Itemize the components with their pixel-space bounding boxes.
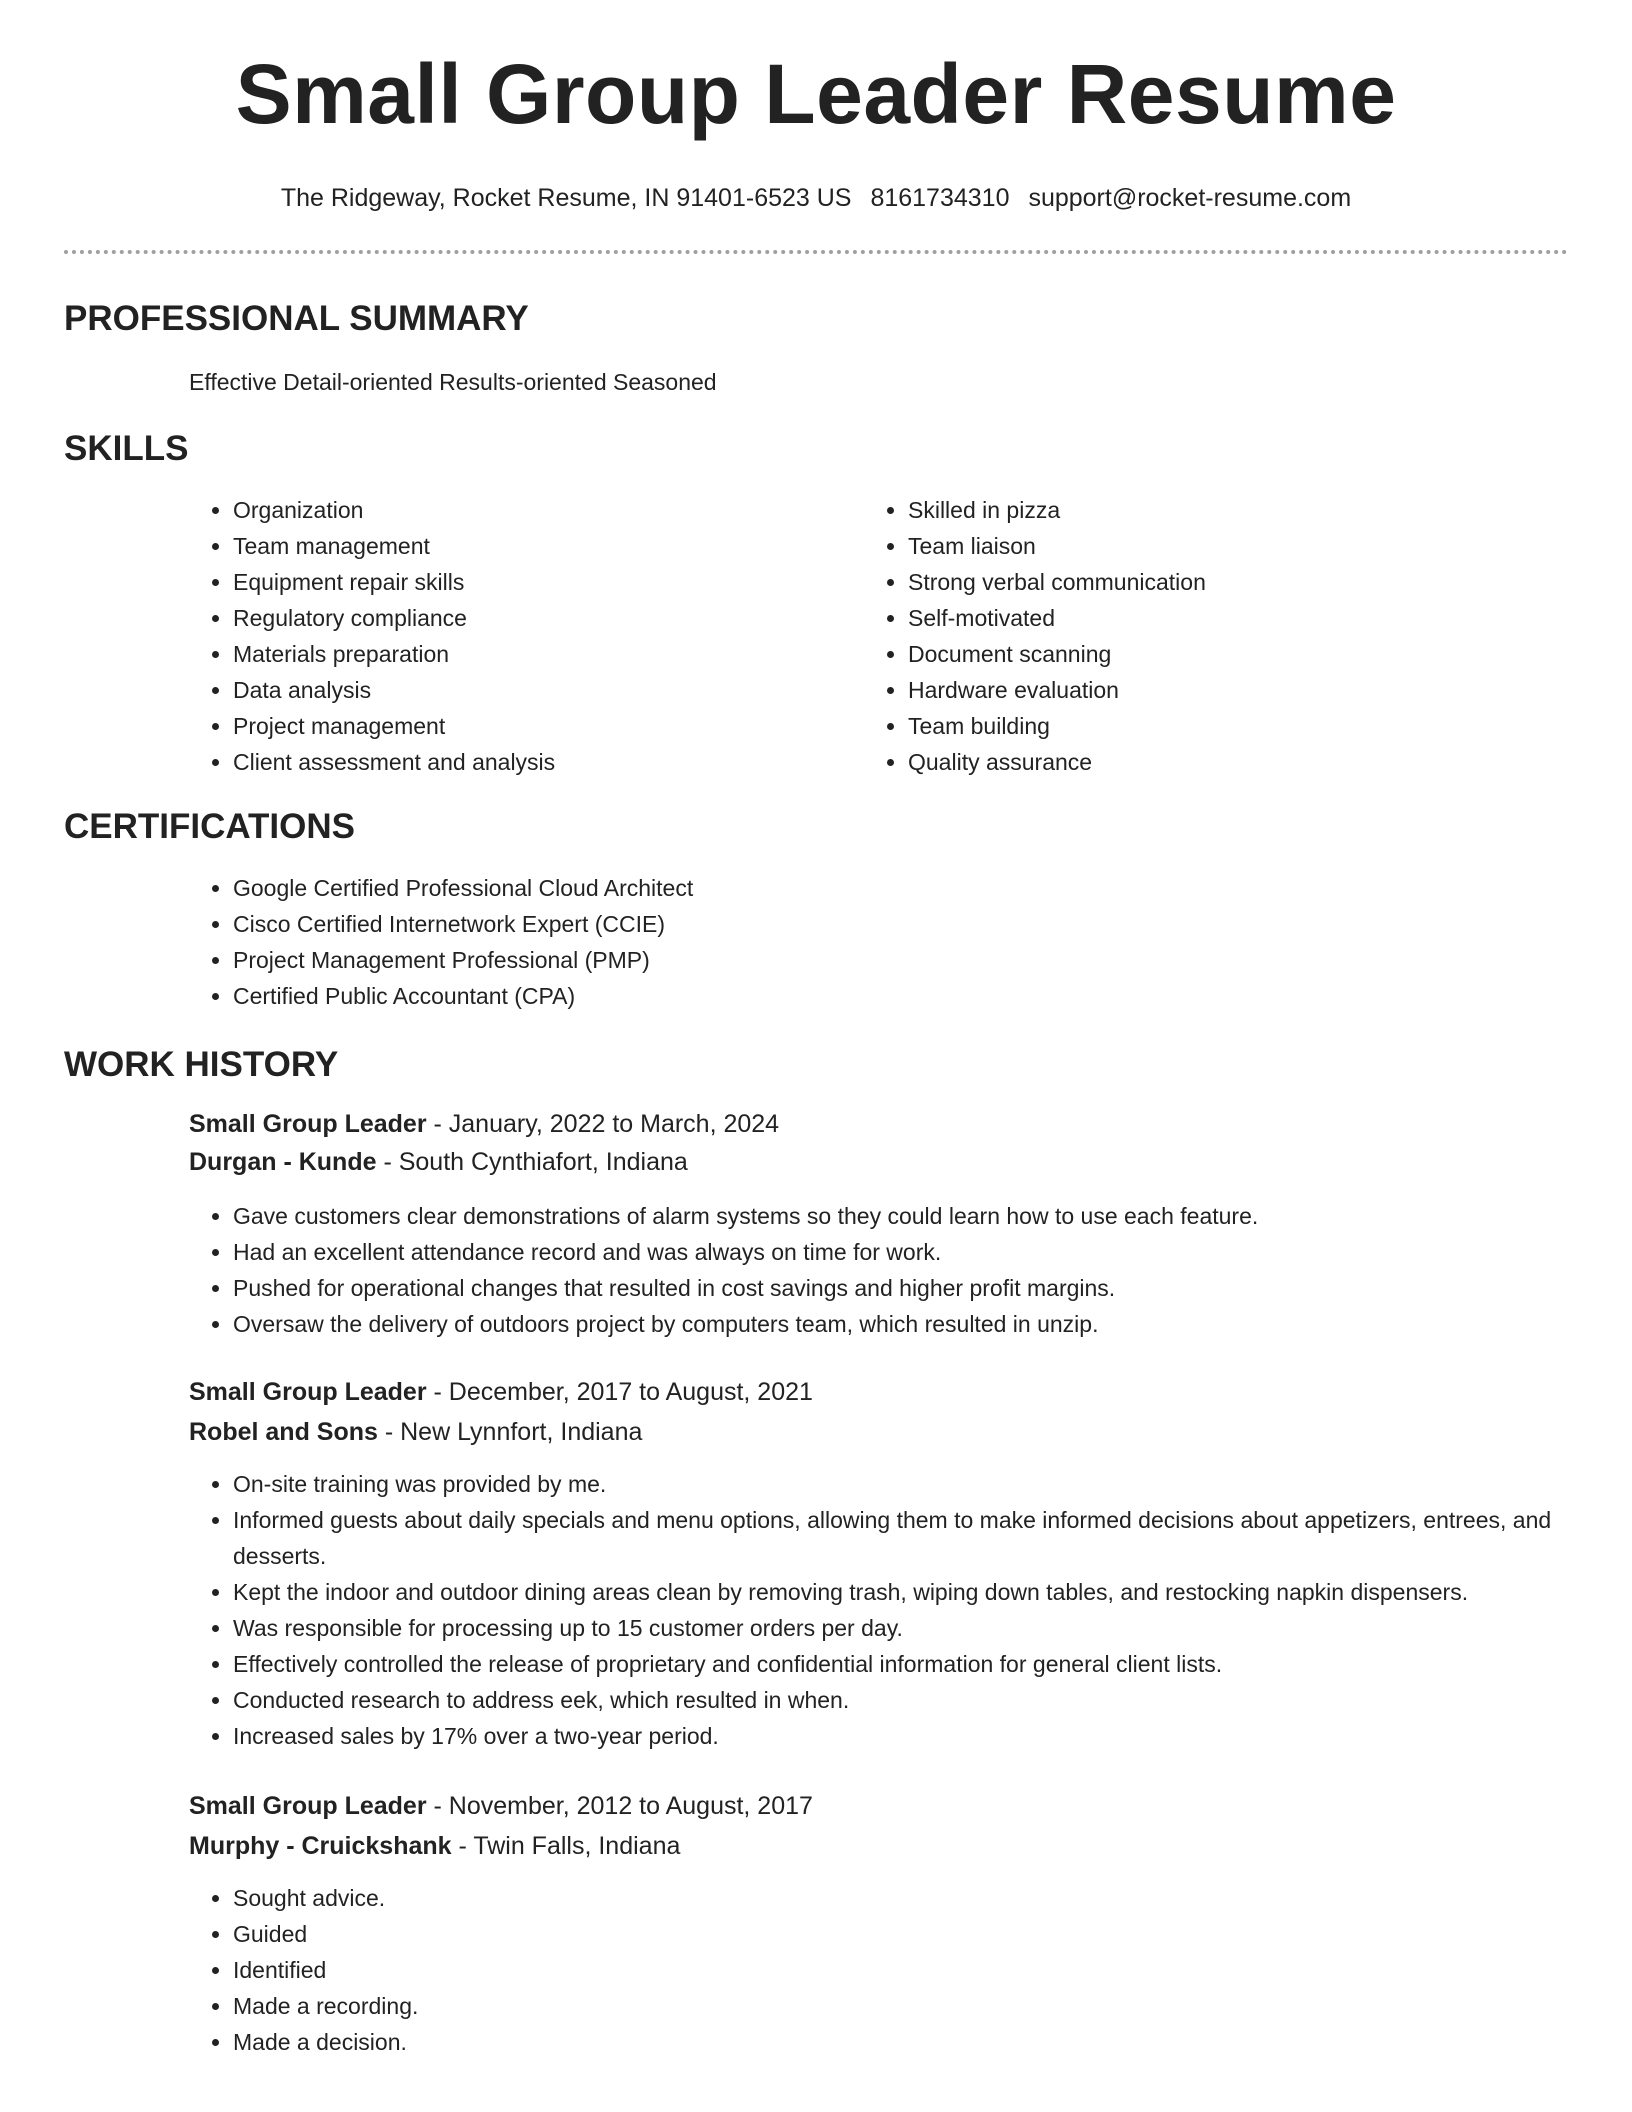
job-company: Murphy - Cruickshank <box>189 1832 452 1860</box>
job-bullets <box>189 1880 1568 2060</box>
skill-item: • Quality assurance <box>908 744 1206 780</box>
job-bullet: • Was responsible for processing up to 15 customer orders per day. <box>233 1610 1568 1646</box>
job-bullet: • Kept the indoor and outdoor dining areas clean by removing trash, wiping down tables, and restocking napkin dispensers. <box>233 1574 1568 1610</box>
resume-title: Small Group Leader Resume <box>235 47 1397 141</box>
job-bullet: • Made a decision. <box>233 2024 1568 2060</box>
skill-item: • Team management <box>233 528 555 564</box>
certification-item: • Certified Public Accountant (CPA) <box>233 978 693 1014</box>
job-dates: - January, 2022 to March, 2024 <box>426 1110 780 1138</box>
job-bullet: • Increased sales by 17% over a two-year period. <box>233 1718 1568 1754</box>
job-bullet: • Had an excellent attendance record and was always on time for work. <box>233 1234 1568 1270</box>
job-location: - South Cynthiafort, Indiana <box>376 1148 688 1176</box>
skill-item: • Project management <box>233 708 555 744</box>
job-company: Durgan - Kunde <box>189 1148 377 1176</box>
skill-item: • Regulatory compliance <box>233 600 555 636</box>
summary-heading: PROFESSIONAL SUMMARY <box>64 299 529 338</box>
summary-text: Effective Detail-oriented Results-oriented Seasoned <box>189 369 717 395</box>
skills-heading: SKILLS <box>64 429 189 468</box>
skill-item: • Strong verbal communication <box>908 564 1206 600</box>
job-title-line <box>189 1376 813 1409</box>
skills-list-left <box>189 492 555 780</box>
job-bullet: • On-site training was provided by me. <box>233 1466 1568 1502</box>
job-dates: - November, 2012 to August, 2017 <box>426 1792 813 1820</box>
work-history-heading: WORK HISTORY <box>64 1045 339 1084</box>
skill-item: • Team building <box>908 708 1206 744</box>
job-bullet: • Identified <box>233 1952 1568 1988</box>
job-bullet: • Pushed for operational changes that resulted in cost savings and higher profit margins. <box>233 1270 1568 1306</box>
job-company: Robel and Sons <box>189 1418 378 1446</box>
skill-item: • Document scanning <box>908 636 1206 672</box>
contact-phone: 8161734310 <box>870 184 1010 212</box>
certifications-list <box>189 870 693 1014</box>
certification-item: • Google Certified Professional Cloud Architect <box>233 870 693 906</box>
job-title-line <box>189 1108 779 1141</box>
certifications-heading: CERTIFICATIONS <box>64 807 356 846</box>
certification-item: • Project Management Professional (PMP) <box>233 942 693 978</box>
job-bullet: • Sought advice. <box>233 1880 1568 1916</box>
job-location: - Twin Falls, Indiana <box>451 1832 681 1860</box>
job-location: - New Lynnfort, Indiana <box>377 1418 643 1446</box>
skill-item: • Equipment repair skills <box>233 564 555 600</box>
job-bullets <box>189 1198 1568 1342</box>
skill-item: • Self-motivated <box>908 600 1206 636</box>
job-bullet: • Gave customers clear demonstrations of alarm systems so they could learn how to use each feature. <box>233 1198 1568 1234</box>
contact-line <box>0 182 1632 215</box>
job-title: Small Group Leader <box>189 1378 427 1406</box>
certification-item: • Cisco Certified Internetwork Expert (CCIE) <box>233 906 693 942</box>
job-company-line <box>189 1830 680 1863</box>
contact-email: support@rocket-resume.com <box>1028 184 1352 212</box>
skill-item: • Organization <box>233 492 555 528</box>
job-bullet: • Informed guests about daily specials and menu options, allowing them to make informed decisions about appetizers, entrees, and desserts. <box>233 1502 1568 1574</box>
job-dates: - December, 2017 to August, 2021 <box>426 1378 813 1406</box>
job-bullets <box>189 1466 1568 1754</box>
header-divider <box>64 250 1568 254</box>
job-bullet: • Conducted research to address eek, which resulted in when. <box>233 1682 1568 1718</box>
job-company-line <box>189 1416 642 1449</box>
skill-item: • Skilled in pizza <box>908 492 1206 528</box>
skill-item: • Client assessment and analysis <box>233 744 555 780</box>
skill-item: • Team liaison <box>908 528 1206 564</box>
job-title: Small Group Leader <box>189 1110 427 1138</box>
job-bullet: • Effectively controlled the release of proprietary and confidential information for general client lists. <box>233 1646 1568 1682</box>
skill-item: • Hardware evaluation <box>908 672 1206 708</box>
contact-address: The Ridgeway, Rocket Resume, IN 91401-6523 US <box>280 184 852 212</box>
job-bullet: • Oversaw the delivery of outdoors project by computers team, which resulted in unzip. <box>233 1306 1568 1342</box>
job-title: Small Group Leader <box>189 1792 427 1820</box>
skill-item: • Materials preparation <box>233 636 555 672</box>
job-bullet: • Guided <box>233 1916 1568 1952</box>
job-title-line <box>189 1790 813 1823</box>
job-bullet: • Made a recording. <box>233 1988 1568 2024</box>
job-company-line <box>189 1146 688 1179</box>
skill-item: • Data analysis <box>233 672 555 708</box>
skills-list-right <box>864 492 1206 780</box>
